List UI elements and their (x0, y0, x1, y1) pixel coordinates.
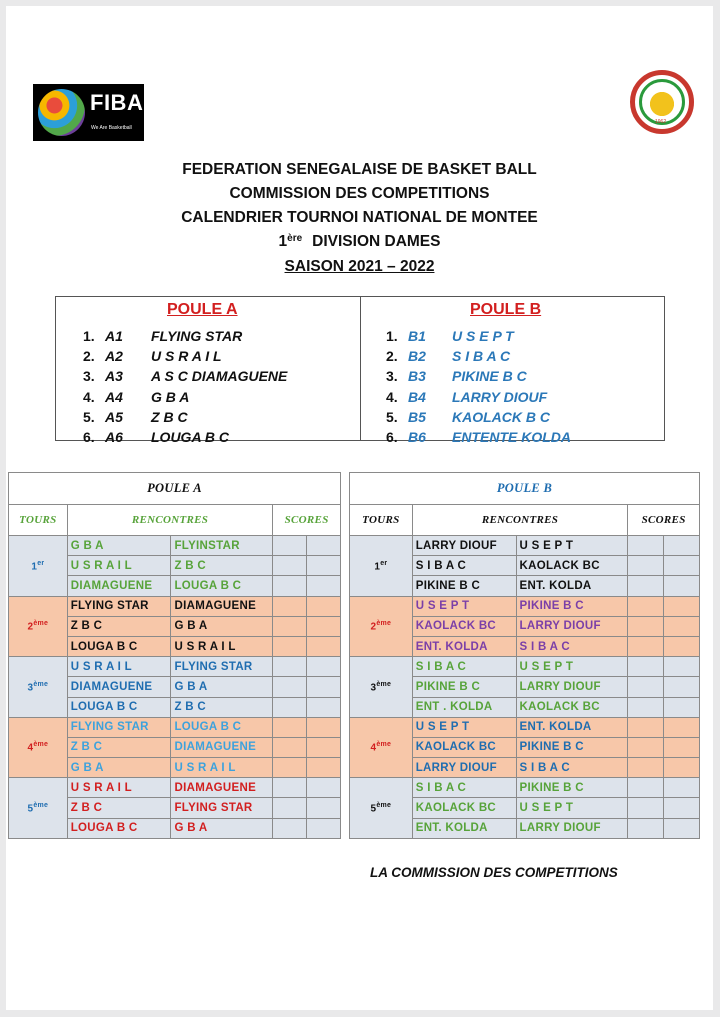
away-score-cell[interactable] (664, 818, 700, 838)
round-label (9, 536, 68, 597)
home-score-cell[interactable] (273, 636, 307, 656)
round-ordinal: ème (33, 801, 49, 809)
away-score-cell[interactable] (307, 576, 341, 596)
away-score-cell[interactable] (664, 616, 700, 636)
away-score-cell[interactable] (664, 798, 700, 818)
away-team: LARRY DIOUF (516, 616, 628, 636)
home-score-cell[interactable] (273, 818, 307, 838)
home-score-cell[interactable] (628, 556, 664, 576)
away-team: FLYING STAR (171, 657, 273, 677)
round-number: 4 (370, 742, 377, 754)
away-team: G B A (171, 677, 273, 697)
home-team: ENT . KOLDA (412, 697, 516, 717)
team-code: A3 (105, 368, 123, 385)
away-team: LARRY DIOUF (516, 818, 628, 838)
team-code: B1 (408, 328, 426, 344)
away-score-cell[interactable] (307, 758, 341, 778)
home-team: ENT. KOLDA (412, 818, 516, 838)
commission-signature: LA COMMISSION DES COMPETITIONS (370, 865, 618, 880)
away-score-cell[interactable] (664, 636, 700, 656)
home-team: PIKINE B C (412, 576, 516, 596)
round-number: 5 (27, 803, 34, 815)
match-row (350, 778, 700, 798)
home-team: DIAMAGUENE (67, 576, 171, 596)
away-team: ENT. KOLDA (516, 576, 628, 596)
away-team: PIKINE B C (516, 596, 628, 616)
team-code: B6 (408, 429, 426, 445)
team-code: A2 (105, 348, 123, 365)
round-ordinal: ème (33, 741, 49, 749)
round-label (350, 536, 413, 597)
away-score-cell[interactable] (664, 697, 700, 717)
division-title (6, 233, 713, 251)
away-score-cell[interactable] (307, 596, 341, 616)
home-team: S I B A C (412, 556, 516, 576)
division-label: DIVISION DAMES (312, 233, 441, 250)
home-score-cell[interactable] (628, 818, 664, 838)
round-label (9, 657, 68, 718)
away-score-cell[interactable] (307, 737, 341, 757)
away-team: LARRY DIOUF (516, 677, 628, 697)
match-row (350, 536, 700, 556)
home-score-cell[interactable] (628, 536, 664, 556)
home-score-cell[interactable] (273, 576, 307, 596)
away-team: Z B C (171, 556, 273, 576)
home-score-cell[interactable] (273, 798, 307, 818)
home-score-cell[interactable] (273, 677, 307, 697)
away-team: U S E P T (516, 536, 628, 556)
away-score-cell[interactable] (307, 657, 341, 677)
team-number: 5. (386, 408, 398, 425)
match-row (9, 536, 341, 556)
team-code: B5 (408, 408, 426, 425)
home-team: S I B A C (412, 778, 516, 798)
home-score-cell[interactable] (628, 798, 664, 818)
round-number: 3 (27, 682, 34, 694)
round-number: 1 (31, 560, 38, 572)
team-name: S I B A C (452, 348, 511, 365)
tours-header: TOURS (350, 505, 413, 536)
round-label (9, 596, 68, 657)
team-number: 2. (386, 348, 398, 365)
away-score-cell[interactable] (664, 556, 700, 576)
away-team: Z B C (171, 697, 273, 717)
home-score-cell[interactable] (628, 657, 664, 677)
away-score-cell[interactable] (664, 536, 700, 556)
team-name: ENTENTE KOLDA (452, 429, 571, 445)
away-team: U S E P T (516, 798, 628, 818)
team-number: 1. (83, 328, 95, 344)
round-ordinal: ème (33, 620, 49, 628)
team-number: 6. (83, 429, 95, 445)
round-label (350, 596, 413, 657)
team-number: 6. (386, 429, 398, 445)
home-team: G B A (67, 758, 171, 778)
team-name: G B A (151, 388, 190, 405)
round-ordinal: er (380, 559, 388, 567)
home-team: KAOLACK BC (412, 737, 516, 757)
away-score-cell[interactable] (307, 697, 341, 717)
away-team: DIAMAGUENE (171, 596, 273, 616)
team-name: A S C DIAMAGUENE (151, 368, 288, 385)
away-score-cell[interactable] (307, 677, 341, 697)
away-team: FLYING STAR (171, 798, 273, 818)
round-label (350, 778, 413, 839)
home-score-cell[interactable] (628, 596, 664, 616)
home-score-cell[interactable] (273, 778, 307, 798)
round-number: 2 (27, 621, 34, 633)
away-score-cell[interactable] (307, 616, 341, 636)
schedule-group-title: POULE B (350, 473, 700, 505)
team-code: B3 (408, 368, 426, 385)
home-team: U S R A I L (67, 556, 171, 576)
away-team: KAOLACK BC (516, 556, 628, 576)
home-team: LARRY DIOUF (412, 536, 516, 556)
tours-header: TOURS (9, 505, 68, 536)
away-team: G B A (171, 616, 273, 636)
away-score-cell[interactable] (664, 737, 700, 757)
team-number: 3. (83, 368, 95, 385)
home-team: DIAMAGUENE (67, 677, 171, 697)
home-score-cell[interactable] (628, 737, 664, 757)
home-score-cell[interactable] (273, 737, 307, 757)
home-team: Z B C (67, 616, 171, 636)
away-score-cell[interactable] (307, 636, 341, 656)
home-score-cell[interactable] (273, 536, 307, 556)
home-score-cell[interactable] (273, 717, 307, 737)
away-team: PIKINE B C (516, 778, 628, 798)
away-team: U S R A I L (171, 636, 273, 656)
home-score-cell[interactable] (628, 677, 664, 697)
team-code: B4 (408, 388, 426, 405)
away-team: FLYINSTAR (171, 536, 273, 556)
match-row (350, 657, 700, 677)
round-number: 4 (27, 742, 34, 754)
match-row (9, 596, 341, 616)
away-team: S I B A C (516, 636, 628, 656)
home-score-cell[interactable] (628, 636, 664, 656)
scores-header: SCORES (273, 505, 341, 536)
home-team: Z B C (67, 798, 171, 818)
home-team: Z B C (67, 737, 171, 757)
round-ordinal: ème (376, 620, 392, 628)
match-row (350, 717, 700, 737)
away-score-cell[interactable] (307, 778, 341, 798)
team-name: LARRY DIOUF (452, 388, 548, 405)
team-name: U S R A I L (151, 348, 222, 365)
away-team: LOUGA B C (171, 717, 273, 737)
home-team: LOUGA B C (67, 636, 171, 656)
team-name: LOUGA B C (151, 429, 230, 445)
round-number: 3 (370, 682, 377, 694)
schedule-table-group-a (8, 472, 341, 839)
home-team: KAOLACK BC (412, 616, 516, 636)
team-code: B2 (408, 348, 426, 365)
team-code: A5 (105, 408, 123, 425)
match-row (350, 596, 700, 616)
federation-seal-logo (630, 70, 694, 134)
home-team: U S E P T (412, 717, 516, 737)
away-score-cell[interactable] (664, 677, 700, 697)
home-team: S I B A C (412, 657, 516, 677)
home-score-cell[interactable] (273, 758, 307, 778)
away-team: U S R A I L (171, 758, 273, 778)
round-ordinal: ème (376, 680, 392, 688)
away-team: S I B A C (516, 758, 628, 778)
home-team: ENT. KOLDA (412, 636, 516, 656)
away-score-cell[interactable] (664, 778, 700, 798)
home-score-cell[interactable] (273, 596, 307, 616)
home-team: G B A (67, 536, 171, 556)
away-team: KAOLACK BC (516, 697, 628, 717)
team-code: A6 (105, 429, 123, 445)
home-score-cell[interactable] (273, 556, 307, 576)
home-score-cell[interactable] (628, 758, 664, 778)
round-ordinal: ème (376, 741, 392, 749)
team-name: PIKINE B C (452, 368, 527, 385)
fiba-tagline: We Are Basketball (91, 125, 132, 131)
away-team: DIAMAGUENE (171, 778, 273, 798)
round-number: 5 (370, 803, 377, 815)
home-team: LOUGA B C (67, 697, 171, 717)
team-number: 3. (386, 368, 398, 385)
home-team: LARRY DIOUF (412, 758, 516, 778)
away-score-cell[interactable] (664, 576, 700, 596)
home-score-cell[interactable] (273, 657, 307, 677)
basketball-icon (38, 89, 85, 136)
away-team: G B A (171, 818, 273, 838)
away-team: DIAMAGUENE (171, 737, 273, 757)
round-number: 2 (370, 621, 377, 633)
away-team: U S E P T (516, 657, 628, 677)
round-label (9, 778, 68, 839)
division-number: 1 (278, 233, 288, 250)
away-score-cell[interactable] (307, 818, 341, 838)
schedule-group-title: POULE A (9, 473, 341, 505)
group-b-title: POULE B (470, 301, 542, 318)
team-number: 4. (386, 388, 398, 405)
scores-header: SCORES (628, 505, 700, 536)
round-label (350, 717, 413, 778)
groups-divider (360, 297, 361, 440)
away-score-cell[interactable] (307, 536, 341, 556)
home-score-cell[interactable] (273, 697, 307, 717)
team-code: A1 (105, 328, 123, 344)
match-row (9, 657, 341, 677)
round-number: 1 (374, 560, 381, 572)
division-ordinal: ère (287, 233, 303, 244)
home-team: U S E P T (412, 596, 516, 616)
away-score-cell[interactable] (664, 657, 700, 677)
away-score-cell[interactable] (307, 556, 341, 576)
groups-box (55, 296, 665, 445)
home-score-cell[interactable] (273, 616, 307, 636)
away-score-cell[interactable] (307, 798, 341, 818)
home-team: U S R A I L (67, 778, 171, 798)
team-code: A4 (105, 388, 123, 405)
team-name: Z B C (151, 408, 188, 425)
team-number: 1. (386, 328, 398, 344)
match-row (9, 778, 341, 798)
commission-name: COMMISSION DES COMPETITIONS (229, 185, 490, 202)
team-number: 5. (83, 408, 95, 425)
team-name: U S E P T (452, 328, 514, 344)
rencontres-header: RENCONTRES (67, 505, 273, 536)
group-a-title: POULE A (167, 301, 238, 318)
round-ordinal: ème (376, 801, 392, 809)
home-score-cell[interactable] (628, 616, 664, 636)
fiba-logo (33, 84, 144, 141)
away-team: PIKINE B C (516, 737, 628, 757)
federation-name: FEDERATION SENEGALAISE DE BASKET BALL (182, 161, 537, 178)
round-label (350, 657, 413, 718)
rencontres-header: RENCONTRES (412, 505, 628, 536)
match-row (9, 717, 341, 737)
round-label (9, 717, 68, 778)
team-name: FLYING STAR (151, 328, 243, 344)
away-team: ENT. KOLDA (516, 717, 628, 737)
fiba-logo-text: FIBA (90, 90, 144, 115)
away-score-cell[interactable] (664, 758, 700, 778)
home-score-cell[interactable] (628, 697, 664, 717)
round-ordinal: ème (33, 680, 49, 688)
home-team: FLYING STAR (67, 717, 171, 737)
away-team: LOUGA B C (171, 576, 273, 596)
team-number: 4. (83, 388, 95, 405)
round-ordinal: er (37, 559, 45, 567)
calendar-title: CALENDRIER TOURNOI NATIONAL DE MONTEE (181, 209, 538, 226)
home-score-cell[interactable] (628, 576, 664, 596)
home-team: FLYING STAR (67, 596, 171, 616)
team-name: KAOLACK B C (452, 408, 550, 425)
home-score-cell[interactable] (628, 717, 664, 737)
federation-year: 1962 (655, 119, 667, 125)
home-team: PIKINE B C (412, 677, 516, 697)
season-title: SAISON 2021 – 2022 (284, 258, 435, 275)
away-score-cell[interactable] (307, 717, 341, 737)
home-team: U S R A I L (67, 657, 171, 677)
away-score-cell[interactable] (664, 596, 700, 616)
team-number: 2. (83, 348, 95, 365)
schedule-table-group-b (349, 472, 700, 839)
home-score-cell[interactable] (628, 778, 664, 798)
away-score-cell[interactable] (664, 717, 700, 737)
home-team: LOUGA B C (67, 818, 171, 838)
home-team: KAOLACK BC (412, 798, 516, 818)
